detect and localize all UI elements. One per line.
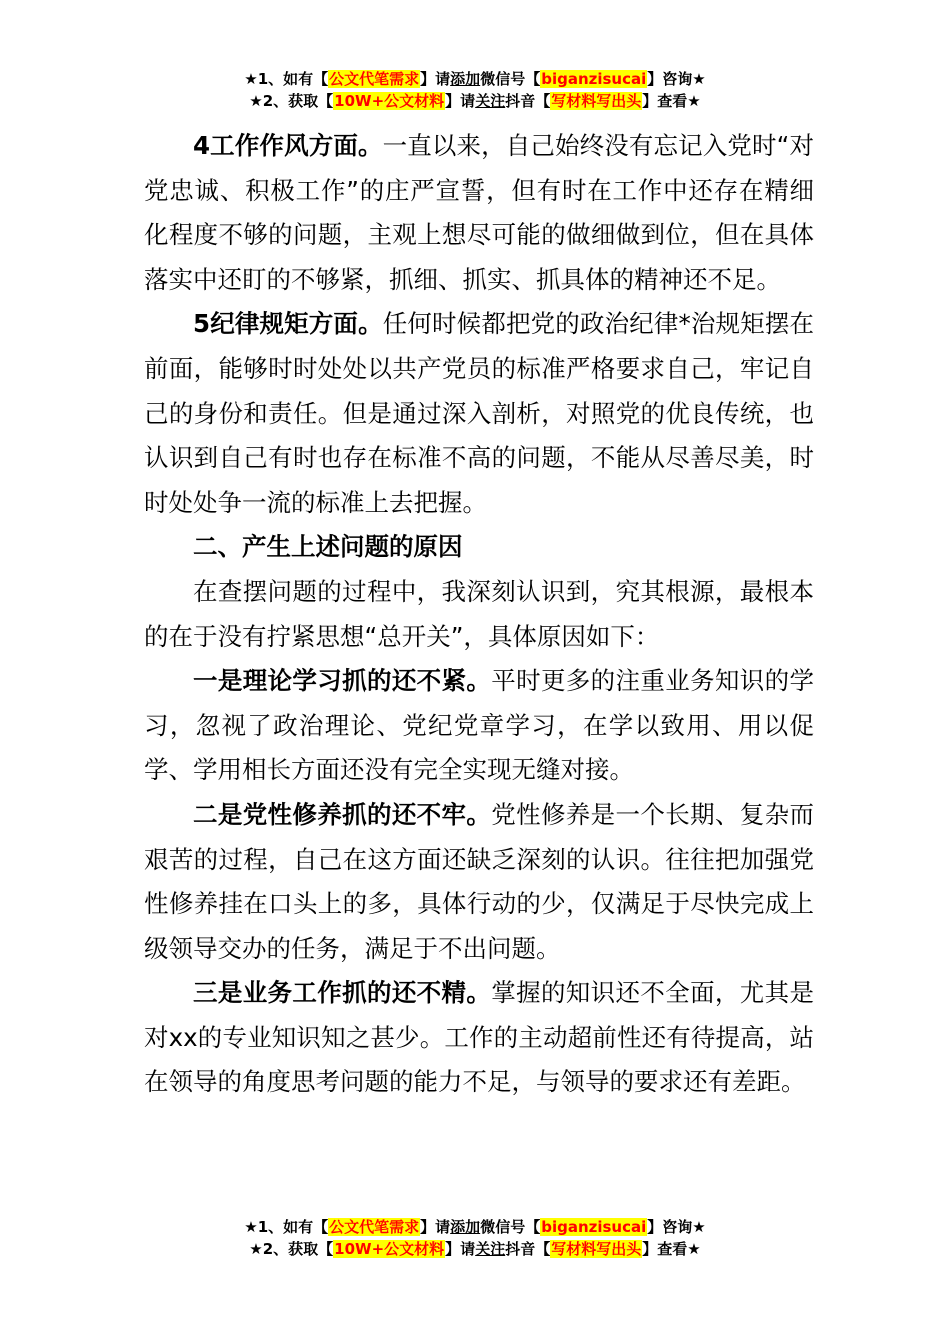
paragraph-discipline — [144, 302, 814, 525]
document-body — [144, 124, 814, 1105]
paragraph-lead: 5纪律规矩方面。 — [193, 309, 383, 339]
paragraph-intro — [144, 570, 814, 659]
banner-highlight: 写材料写出头 — [551, 92, 642, 110]
bottom-banner — [0, 1216, 950, 1260]
banner-highlight: 10W+公文材料 — [334, 92, 445, 110]
paragraph-text: 党性修养是一个长期、复杂而艰苦的过程，自己在这方面还缺乏深刻的认识。往往把加强党性修养挂在口头上的多，具体行动的少，仅满足于尽快完成上级领导交办的任务，满足于不出问题。 — [144, 799, 814, 963]
paragraph-reason-3 — [144, 971, 814, 1105]
paragraph-reason-1 — [144, 659, 814, 793]
banner-line-1: ★1、如有【公文代笔需求】请添加微信号【biganzisucai】咨询★ — [244, 1218, 706, 1236]
paragraph-text: 平时更多的注重业务知识的学习，忽视了政治理论、党纪党章学习，在学以致用、用以促学、学用相长方面还没有完全实现无缝对接。 — [144, 666, 814, 785]
banner-highlight: 写材料写出头 — [551, 1240, 642, 1258]
top-banner — [0, 68, 950, 112]
paragraph-lead: 三是业务工作抓的还不精。 — [193, 978, 492, 1008]
paragraph-lead: 4工作作风方面。 — [193, 131, 383, 160]
banner-highlight: 公文代笔需求 — [329, 1218, 420, 1236]
banner-line-2: ★2、获取【10W+公文材料】请关注抖音【写材料写出头】查看★ — [249, 92, 701, 110]
paragraph-lead: 二是党性修养抓的还不牢。 — [193, 799, 492, 829]
paragraph-reason-2 — [144, 793, 814, 971]
banner-highlight: biganzisucai — [541, 70, 647, 88]
banner-highlight: 公文代笔需求 — [329, 70, 420, 88]
paragraph-work-style — [144, 124, 814, 302]
paragraph-text: 掌握的知识还不全面，尤其是对xx的专业知识知之甚少。工作的主动超前性还有待提高，站在领导的角度思考问题的能力不足，与领导的要求还有差距。 — [144, 978, 814, 1097]
section-heading: 二、产生上述问题的原因 — [193, 532, 463, 562]
banner-line-1: ★1、如有【公文代笔需求】请添加微信号【biganzisucai】咨询★ — [244, 70, 706, 88]
paragraph-text: 任何时候都把党的政治纪律*治规矩摆在前面，能够时时处处以共产党员的标准严格要求自己，牢记自己的身份和责任。但是通过深入剖析，对照党的优良传统，也认识到自己有时也存在标准不高的问题，不能从尽善尽美，时时处处争一流的标准上去把握。 — [144, 309, 815, 517]
banner-highlight: 10W+公文材料 — [334, 1240, 445, 1258]
paragraph-text: 一直以来，自己始终没有忘记入党时“对党忠诚、积极工作”的庄严宣誓，但有时在工作中还存在精细化程度不够的问题，主观上想尽可能的做细做到位，但在具体落实中还盯的不够紧，抓细、抓实、抓具体的精神还不足。 — [144, 131, 814, 294]
banner-line-2: ★2、获取【10W+公文材料】请关注抖音【写材料写出头】查看★ — [249, 1240, 701, 1258]
banner-highlight: biganzisucai — [541, 1218, 647, 1236]
paragraph-lead: 一是理论学习抓的还不紧。 — [193, 666, 492, 696]
paragraph-text: 在查摆问题的过程中，我深刻认识到，究其根源，最根本的在于没有拧紧思想“总开关”，具体原因如下： — [144, 576, 814, 651]
